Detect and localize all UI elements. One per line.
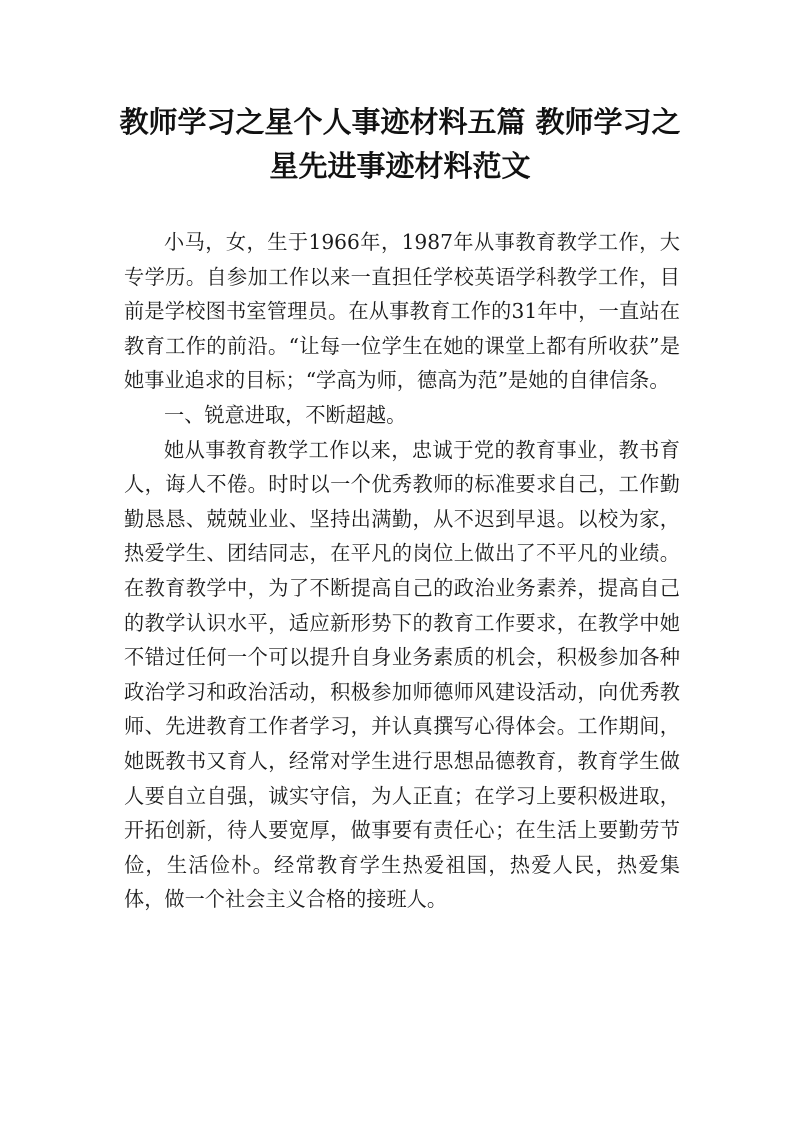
document-body: [124, 225, 680, 917]
intro-paragraph: 小马，女，生于1966年，1987年从事教育教学工作，大专学历。自参加工作以来一直担任学校英语学科教学工作，目前是学校图书室管理员。在从事教育工作的31年中，一直站在教育工作的前沿。“让每一位学生在她的课堂上都有所收获”是她事业追求的目标；“学高为师，德高为范”是她的自律信条。: [124, 230, 680, 393]
section-heading: 一、锐意进取，不断超越。: [164, 402, 407, 427]
document-title: 教师学习之星个人事迹材料五篇 教师学习之星先进事迹材料范文: [119, 105, 681, 183]
section-paragraph: 她从事教育教学工作以来，忠诚于党的教育事业，教书育人，诲人不倦。时时以一个优秀教师的标准要求自己，工作勤勤恳恳、兢兢业业、坚持出满勤，从不迟到早退。以校为家，热爱学生、团结同志，在平凡的岗位上做出了不平凡的业绩。在教育教学中，为了不断提高自己的政治业务素养，提高自己的教学认识水平，适应新形势下的教育工作要求，在教学中她不错过任何一个可以提升自身业务素质的机会，积极参加各种政治学习和政治活动，积极参加师德师风建设活动，向优秀教师、先进教育工作者学习，并认真撰写心得体会。工作期间，她既教书又育人，经常对学生进行思想品德教育，教育学生做人要自立自强，诚实守信，为人正直；在学习上要积极进取，开拓创新，待人要宽厚，做事要有责任心；在生活上要勤劳节俭，生活俭朴。经常教育学生热爱祖国，热爱人民，热爱集体，做一个社会主义合格的接班人。: [124, 437, 680, 912]
